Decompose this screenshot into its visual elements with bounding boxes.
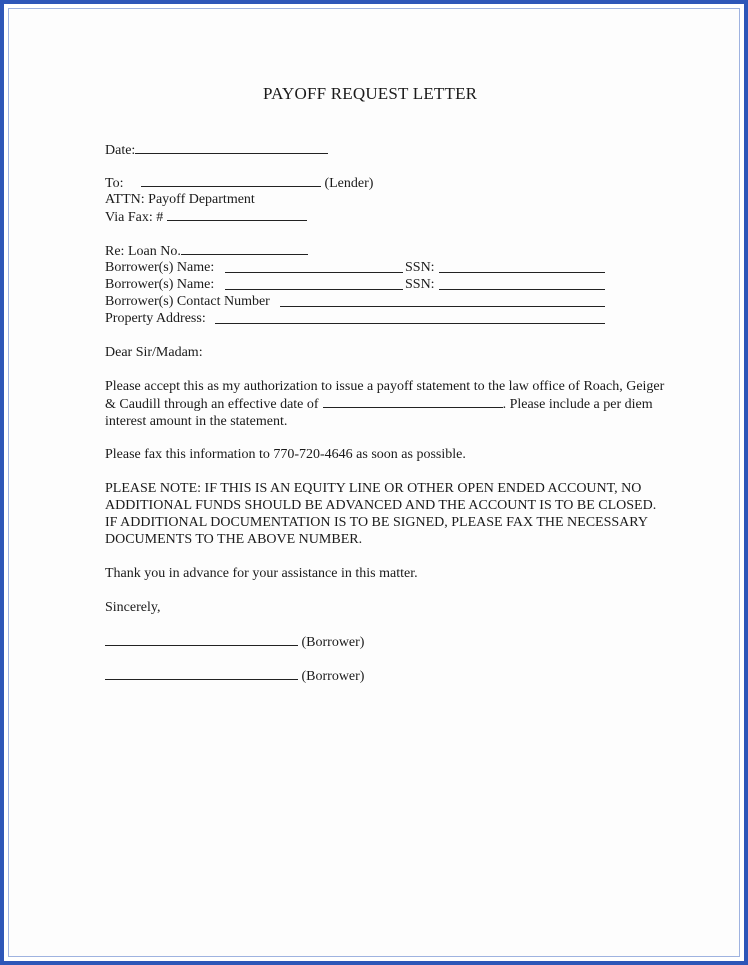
borrower-label-1: (Borrower) <box>301 635 365 650</box>
date-label: Date: <box>105 143 136 158</box>
lender-label: (Lender) <box>324 176 374 191</box>
to-row <box>105 174 373 192</box>
contact-field[interactable] <box>280 294 605 307</box>
letter-title: PAYOFF REQUEST LETTER <box>263 84 478 103</box>
contact-label: Borrower(s) Contact Number <box>105 294 270 309</box>
salutation: Dear Sir/Madam: <box>105 345 203 360</box>
para1-line3: interest amount in the statement. <box>105 414 288 429</box>
para1-line2b: . Please include a per diem <box>502 397 653 412</box>
para1-line2 <box>105 395 665 413</box>
ssn-field-2[interactable] <box>439 277 605 290</box>
note-paragraph <box>105 480 665 548</box>
ssn-field-1[interactable] <box>439 260 605 273</box>
borrower-name-field-2[interactable] <box>225 277 403 290</box>
effective-date-field[interactable] <box>323 395 503 408</box>
signature-field-1[interactable] <box>105 633 298 646</box>
thanks-line: Thank you in advance for your assistance in this matter. <box>105 566 418 581</box>
date-row <box>105 141 328 159</box>
borrower-label-2: (Borrower) <box>301 669 365 684</box>
lender-field[interactable] <box>141 174 321 187</box>
note-line1: PLEASE NOTE: IF THIS IS AN EQUITY LINE OR OTHER OPEN ENDED ACCOUNT, NO <box>105 481 642 496</box>
to-label: To: <box>105 176 124 191</box>
borrower-name-label-1: Borrower(s) Name: <box>105 260 215 275</box>
borrower-name-field-1[interactable] <box>225 260 403 273</box>
signature-field-2[interactable] <box>105 667 298 680</box>
fax-label: Via Fax: # <box>105 210 164 225</box>
letter-page <box>8 8 740 957</box>
signature-row-1 <box>105 633 364 651</box>
date-field[interactable] <box>135 141 328 154</box>
signature-row-2 <box>105 667 364 685</box>
note-line2: ADDITIONAL FUNDS SHOULD BE ADVANCED AND THE ACCOUNT IS TO BE CLOSED. <box>105 498 657 513</box>
ssn-label-1: SSN: <box>405 260 435 275</box>
authorization-paragraph <box>105 378 665 430</box>
para1-line2a: & Caudill through an effective date of <box>105 397 319 412</box>
para1-line1: Please accept this as my authorization to issue a payoff statement to the law office of Roach, Geiger <box>105 379 665 394</box>
ssn-label-2: SSN: <box>405 277 435 292</box>
closing: Sincerely, <box>105 600 161 615</box>
loan-row <box>105 242 308 260</box>
property-label: Property Address: <box>105 311 206 326</box>
fax-field[interactable] <box>167 208 307 221</box>
property-field[interactable] <box>215 311 605 324</box>
loan-field[interactable] <box>181 242 308 255</box>
note-line3: IF ADDITIONAL DOCUMENTATION IS TO BE SIGNED, PLEASE FAX THE NECESSARY <box>105 515 648 530</box>
fax-row <box>105 208 307 226</box>
fax-instruction: Please fax this information to 770-720-4646 as soon as possible. <box>105 447 466 462</box>
loan-label: Re: Loan No. <box>105 244 181 259</box>
note-line4: DOCUMENTS TO THE ABOVE NUMBER. <box>105 532 363 547</box>
attn-line: ATTN: Payoff Department <box>105 192 255 207</box>
borrower-name-label-2: Borrower(s) Name: <box>105 277 215 292</box>
